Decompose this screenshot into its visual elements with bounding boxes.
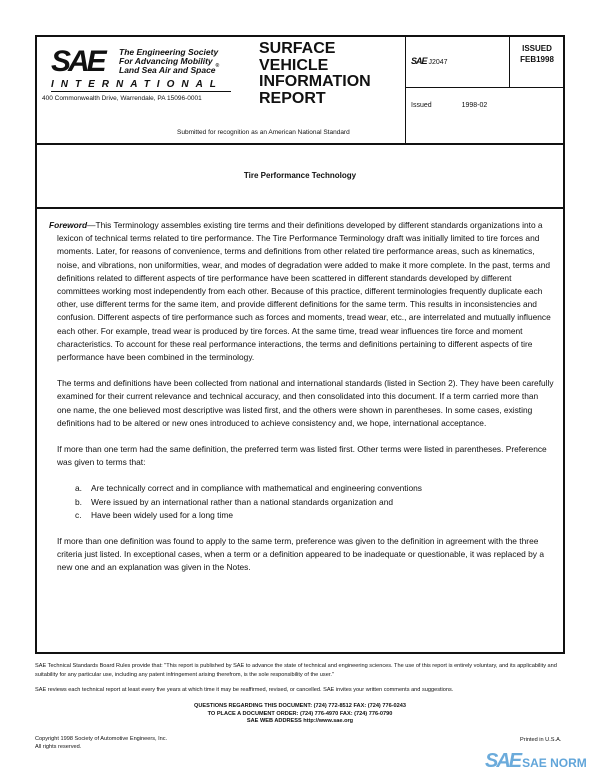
document-title: Tire Performance Technology (243, 171, 357, 180)
issued-date: FEB1998 (520, 55, 554, 64)
issued-field-label: Issued (411, 102, 432, 109)
copyright-line: Copyright 1998 Society of Automotive Engineers, Inc. (35, 736, 168, 742)
foreword-text: —This Terminology assembles existing tire terms and their definitions developed by different standards organizations into a lexicon of technical terms related to tire performance. The Tire Performance Terminology draft was initially limited to tire forces and moments. Later, for reasons of convenience, terms and definitions from other related tire performance areas, such as kinematics, noise, and vibrations, non uniformities, wear, and modes of degradation were added to make it more complete. In the past, terms and definitions related to different aspects of tire performance have been scattered in different standards developed by different committees working most independently from each other. Because of this practice, different terminologies frequently duplicate each other, use different terms for the same item, and provide different definitions for the same term. This results in inconsistencies and confusion. Different aspects of tire performance such as forces and moments, tread wear, etc., are interrelated and mutually influence each other. For example, tread wear is produced by tire forces. At the same time, tread wear influences tire force and moment characteristics. To account for these real performance interactions, the terms and definitions pertaining to different aspects of tire performance have been combined in the terminology. (57, 220, 551, 363)
paragraph: If more than one definition was found to apply to the same term, preference was given to the definition in agreement with the three criteria just listed. In exceptional cases, when a term or a definition appeared to be inadequate or questionable, it was replaced by a new one and an explanation was given in the Notes. (57, 536, 544, 573)
tagline-line: For Advancing Mobility (119, 56, 213, 66)
issue-info-cell (405, 87, 563, 143)
criteria-list (49, 482, 554, 522)
document-frame (35, 35, 565, 654)
paragraph: If more than one term had the same definition, the preferred term was listed first. Other terms were listed in parentheses. Preference was given to terms that: (57, 444, 547, 468)
web-address[interactable]: SAE WEB ADDRESS http://www.sae.org (246, 718, 354, 724)
sae-norm-watermark (485, 750, 587, 774)
rules-notice: SAE Technical Standards Board Rules provide that: "This report is published by SAE to advance the state of technical and engineering sciences. The use of this report is entirely voluntary, and its applicability and suitability for any particular use, including any patent infringement arising therefrom, is the sole responsibility of the user." (35, 663, 557, 678)
contact-block (35, 703, 565, 726)
address: 400 Commonwealth Drive, Warrendale, PA 15096-0001 (42, 95, 202, 102)
list-label: b. (75, 496, 82, 507)
order-line: TO PLACE A DOCUMENT ORDER: (724) 776-4970 FAX: (724) 776-0790 (207, 710, 393, 717)
issued-label: ISSUED (522, 44, 552, 53)
questions-line: QUESTIONS REGARDING THIS DOCUMENT: (724) 772-8512 FAX: (724) 776-0243 (193, 703, 406, 709)
printed-in: Printed in U.S.A. (520, 737, 562, 743)
doc-type-line: SURFACE (259, 40, 336, 57)
issued-cell (509, 37, 563, 88)
submitted-note: Submitted for recognition as an American National Standard (177, 129, 350, 136)
doc-number: J2047 (428, 59, 448, 66)
society-tagline (119, 48, 219, 75)
tagline-line: Land Sea Air and Space (119, 65, 216, 75)
issued-field-value: 1998-02 (461, 102, 488, 109)
publisher-block (37, 37, 406, 143)
list-text: Were issued by an international rather than a national standards organization and (91, 496, 394, 507)
list-text: Have been widely used for a long time (91, 509, 233, 520)
list-label: a. (75, 483, 82, 494)
review-notice: SAE reviews each technical report at least every five years at which time it may be reaffirmed, revised, or cancelled. SAE invites your written comments and suggestions. (35, 687, 454, 693)
sae-norm-logo-icon: SAE (485, 750, 521, 772)
registered-mark: ® (215, 63, 220, 69)
sae-logo: SAE (51, 45, 104, 78)
list-item (75, 496, 554, 509)
document-body (49, 219, 554, 588)
copyright (35, 735, 167, 751)
list-text: Are technically correct and in compliance with mathematical and engineering conventions (91, 483, 422, 494)
foreword-label: Foreword (49, 220, 88, 230)
doc-number-cell (405, 37, 510, 88)
list-item (75, 482, 554, 495)
rights-line: All rights reserved. (35, 744, 82, 750)
doc-type-line: INFORMATION (259, 73, 371, 90)
sae-mark: SAE (411, 56, 427, 66)
doc-type-line: REPORT (259, 89, 326, 107)
title-row (37, 143, 563, 209)
watermark-text: SAE NORM (522, 756, 587, 770)
list-item (75, 509, 554, 522)
paragraph: The terms and definitions have been collected from national and international standards (listed in Section 2). They have been carefully examined for their current relevance and technical accuracy, and then consolidated into this document. If a term carried more than one name, the one believed most descriptive was listed first, and the others were shown in parentheses. In some cases, existing definitions had to be altered or new ones introduced to achieve consistency and, we hope, international acceptance. (57, 378, 554, 428)
document-type (259, 41, 371, 107)
foreword-paragraph (49, 219, 554, 364)
doc-type-line: VEHICLE (259, 56, 329, 74)
international-text: INTERNATIONAL (51, 79, 231, 92)
list-label: c. (75, 509, 82, 520)
header (37, 37, 563, 145)
tagline-line: The Engineering Society (119, 47, 219, 57)
